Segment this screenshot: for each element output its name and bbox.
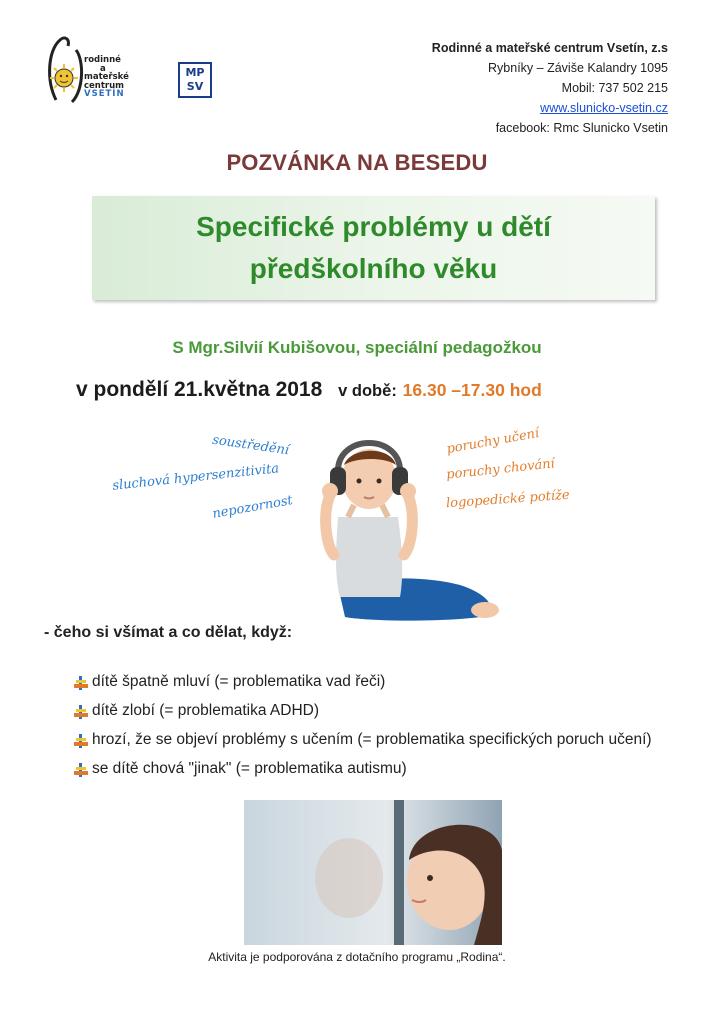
bullet-text: hrozí, že se objeví problémy s učením (= problematika specifických poruch učení) [92, 731, 652, 748]
list-item [74, 757, 664, 784]
list-item [74, 728, 664, 755]
keyword-logopedicke: logopedické potíže [445, 487, 571, 512]
contact-address: Rybníky – Záviše Kalandry 1095 [488, 61, 668, 75]
keyword-poruchy-uceni: poruchy učení [445, 425, 541, 458]
logo-line-3: mateřské [84, 72, 129, 82]
child-headphones-image [300, 425, 510, 630]
title-line-1: Specifické problémy u dětí [196, 211, 551, 242]
contact-org: Rodinné a mateřské centrum Vsetín, z.s [431, 41, 668, 55]
time-label: v době: [338, 382, 397, 400]
contact-phone: Mobil: 737 502 215 [561, 81, 668, 95]
list-item [74, 670, 664, 697]
contact-website-link[interactable]: www.slunicko-vsetin.cz [540, 101, 668, 115]
keyword-poruchy-chovani: poruchy chování [445, 456, 556, 483]
rmc-logo [42, 30, 142, 110]
bullet-list [74, 670, 664, 786]
bullet-icon [74, 674, 92, 697]
bullet-text: dítě špatně mluví (= problematika vad řeči) [92, 673, 386, 690]
list-item [74, 699, 664, 726]
bullet-text: se dítě chová "jinak" (= problematika autismu) [92, 760, 407, 777]
keyword-nepozornost: nepozornost [211, 493, 294, 522]
keyword-sluchova: sluchová hypersenzitivita [111, 461, 280, 494]
logo-line-1: rodinné [84, 55, 121, 65]
footer-note: Aktivita je podporována z dotačního programu „Rodina“. [208, 950, 506, 964]
bullet-text: dítě zlobí (= problematika ADHD) [92, 702, 319, 719]
logo-line-5: VSETÍN [84, 89, 125, 99]
title-box [92, 196, 655, 300]
bullet-icon [74, 732, 92, 755]
mpsv-bottom: SV [186, 80, 204, 93]
invite-heading: POZVÁNKA NA BESEDU [226, 150, 488, 175]
title-line-2: předškolního věku [249, 253, 498, 284]
event-date: v pondělí 21.května 2018 [76, 378, 323, 401]
logo-line-4: centrum [84, 80, 125, 91]
bullet-icon [74, 703, 92, 726]
mpsv-top: MP [185, 66, 205, 79]
contact-block [432, 38, 668, 138]
contact-facebook: facebook: Rmc Slunicko Vsetin [495, 121, 668, 135]
speaker-line: S Mgr.Silvií Kubišovou, speciální pedagožkou [172, 338, 542, 357]
mpsv-logo [178, 62, 214, 100]
section-heading: - čeho si všímat a co dělat, když: [44, 624, 293, 641]
child-window-photo [244, 800, 502, 945]
keyword-soustredeni: soustředění [211, 432, 290, 459]
date-line [76, 378, 542, 402]
event-time: 16.30 –17.30 hod [402, 380, 542, 400]
bullet-icon [74, 761, 92, 784]
logo-line-2: a [100, 63, 106, 74]
